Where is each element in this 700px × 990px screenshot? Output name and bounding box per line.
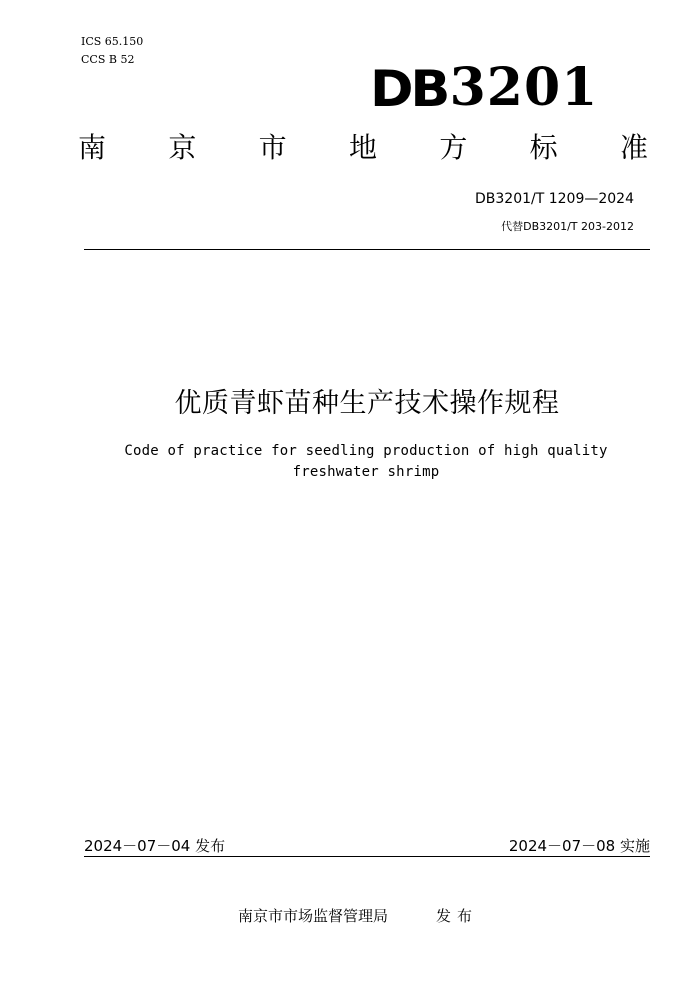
replaces-standard: 代替DB3201/T 203-2012 <box>501 220 634 233</box>
standard-type-char: 京 <box>168 131 197 164</box>
standard-type-char: 南 <box>78 131 107 164</box>
standard-code: DB3201/T 1209—2024 <box>475 191 634 207</box>
footer-divider <box>84 856 650 857</box>
ccs-code: CCS B 52 <box>81 53 135 66</box>
standard-type-char: 方 <box>439 131 468 164</box>
standard-type-title <box>78 131 648 164</box>
logo-number: 3201 <box>449 57 599 118</box>
standard-type-char: 市 <box>258 131 287 164</box>
standard-type-char: 地 <box>348 131 377 164</box>
issue-date: 2024－07－04 发布 <box>84 837 226 855</box>
ics-code: ICS 65.150 <box>81 35 144 48</box>
header-divider <box>84 249 650 250</box>
standard-type-char: 标 <box>529 131 558 164</box>
document-title-chinese: 优质青虾苗种生产技术操作规程 <box>174 388 560 419</box>
standard-type-char: 准 <box>619 131 648 164</box>
db-logo <box>370 57 599 118</box>
publish-label: 发布 <box>436 907 479 925</box>
publisher: 南京市市场监督管理局 <box>238 907 389 925</box>
document-title-english: Code of practice for seedling production of high quality freshwater shrimp <box>124 443 608 480</box>
logo-prefix: DB <box>370 60 448 118</box>
implementation-date: 2024－07－08 实施 <box>508 837 650 855</box>
